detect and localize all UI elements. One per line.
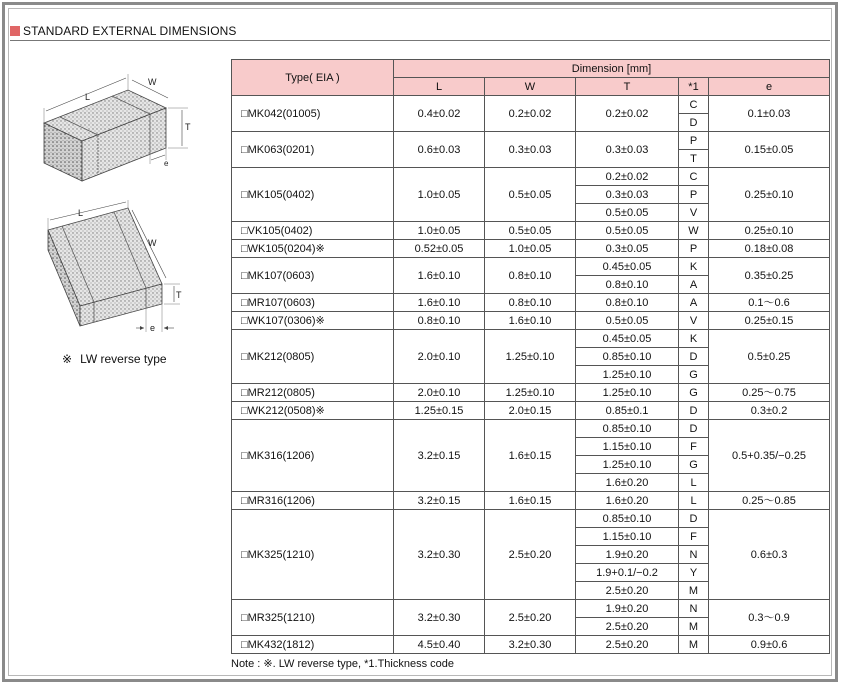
thickness-cell: 0.3±0.03 xyxy=(576,186,679,204)
thickness-code-cell: N xyxy=(679,600,709,618)
type-cell: □MK432(1812) xyxy=(232,636,394,654)
thickness-cell: 0.85±0.10 xyxy=(576,510,679,528)
lw-reverse-symbol: ※ xyxy=(62,352,73,366)
table-row xyxy=(232,492,830,510)
thickness-code-cell: V xyxy=(679,312,709,330)
table-row xyxy=(232,312,830,330)
thickness-code-cell: C xyxy=(679,168,709,186)
thickness-code-cell: P xyxy=(679,240,709,258)
thickness-cell: 2.5±0.20 xyxy=(576,618,679,636)
thickness-code-cell: L xyxy=(679,474,709,492)
table-footnote: Note : ※. LW reverse type, *1.Thickness code xyxy=(231,658,454,670)
thickness-cell: 0.85±0.1 xyxy=(576,402,679,420)
thickness-cell: 1.25±0.10 xyxy=(576,384,679,402)
thickness-cell: 1.6±0.20 xyxy=(576,474,679,492)
thickness-code-cell: F xyxy=(679,438,709,456)
thickness-code-cell: V xyxy=(679,204,709,222)
thickness-cell: 1.15±0.10 xyxy=(576,438,679,456)
length-cell: 1.6±0.10 xyxy=(394,294,485,312)
e-cell: 0.5+0.35/−0.25 xyxy=(709,420,830,492)
thickness-cell: 1.15±0.10 xyxy=(576,528,679,546)
table-row xyxy=(232,222,830,240)
thickness-code-cell: W xyxy=(679,222,709,240)
type-cell: □MK316(1206) xyxy=(232,420,394,492)
length-cell: 1.0±0.05 xyxy=(394,168,485,222)
header-type: Type( EIA ) xyxy=(232,60,394,96)
type-cell: □MK063(0201) xyxy=(232,132,394,168)
thickness-cell: 0.5±0.05 xyxy=(576,204,679,222)
diagram-bottom-label-l: L xyxy=(78,208,84,218)
length-cell: 4.5±0.40 xyxy=(394,636,485,654)
width-cell: 1.25±0.10 xyxy=(485,330,576,384)
thickness-code-cell: A xyxy=(679,276,709,294)
thickness-cell: 0.3±0.05 xyxy=(576,240,679,258)
length-cell: 3.2±0.30 xyxy=(394,510,485,600)
length-cell: 1.25±0.15 xyxy=(394,402,485,420)
type-cell: □MR316(1206) xyxy=(232,492,394,510)
thickness-code-cell: M xyxy=(679,618,709,636)
width-cell: 2.0±0.15 xyxy=(485,402,576,420)
type-cell: □VK105(0402) xyxy=(232,222,394,240)
width-cell: 1.6±0.15 xyxy=(485,420,576,492)
header-e: e xyxy=(709,78,830,96)
thickness-cell: 0.45±0.05 xyxy=(576,258,679,276)
e-cell: 0.3±0.2 xyxy=(709,402,830,420)
lw-reverse-text: LW reverse type xyxy=(80,352,167,366)
thickness-cell: 0.8±0.10 xyxy=(576,294,679,312)
width-cell: 1.0±0.05 xyxy=(485,240,576,258)
width-cell: 0.2±0.02 xyxy=(485,96,576,132)
dimensions-table xyxy=(231,59,830,654)
thickness-code-cell: Y xyxy=(679,564,709,582)
capacitor-diagram-standard xyxy=(28,68,206,198)
width-cell: 3.2±0.30 xyxy=(485,636,576,654)
thickness-code-cell: K xyxy=(679,258,709,276)
thickness-code-cell: N xyxy=(679,546,709,564)
section-header xyxy=(10,22,830,41)
thickness-code-cell: A xyxy=(679,294,709,312)
length-cell: 1.0±0.05 xyxy=(394,222,485,240)
length-cell: 3.2±0.30 xyxy=(394,600,485,636)
e-cell: 0.1～0.6 xyxy=(709,294,830,312)
e-cell: 0.25～0.75 xyxy=(709,384,830,402)
thickness-cell: 0.85±0.10 xyxy=(576,420,679,438)
type-cell: □WK107(0306)※ xyxy=(232,312,394,330)
type-cell: □MK105(0402) xyxy=(232,168,394,222)
thickness-code-cell: C xyxy=(679,96,709,114)
header-l: L xyxy=(394,78,485,96)
thickness-cell: 0.2±0.02 xyxy=(576,96,679,132)
width-cell: 0.5±0.05 xyxy=(485,222,576,240)
e-cell: 0.25±0.15 xyxy=(709,312,830,330)
table-row xyxy=(232,132,830,150)
length-cell: 0.52±0.05 xyxy=(394,240,485,258)
e-cell: 0.18±0.08 xyxy=(709,240,830,258)
thickness-code-cell: P xyxy=(679,132,709,150)
width-cell: 1.25±0.10 xyxy=(485,384,576,402)
length-cell: 3.2±0.15 xyxy=(394,492,485,510)
type-cell: □WK212(0508)※ xyxy=(232,402,394,420)
length-cell: 0.4±0.02 xyxy=(394,96,485,132)
table-row xyxy=(232,636,830,654)
thickness-cell: 1.25±0.10 xyxy=(576,456,679,474)
thickness-code-cell: G xyxy=(679,456,709,474)
table-row xyxy=(232,240,830,258)
type-cell: □MK212(0805) xyxy=(232,330,394,384)
e-cell: 0.1±0.03 xyxy=(709,96,830,132)
thickness-cell: 1.9±0.20 xyxy=(576,600,679,618)
thickness-cell: 0.45±0.05 xyxy=(576,330,679,348)
thickness-cell: 1.25±0.10 xyxy=(576,366,679,384)
thickness-code-cell: F xyxy=(679,528,709,546)
type-cell: □MR212(0805) xyxy=(232,384,394,402)
thickness-code-cell: M xyxy=(679,636,709,654)
width-cell: 0.8±0.10 xyxy=(485,258,576,294)
dimensions-table-body xyxy=(232,96,830,654)
thickness-cell: 1.6±0.20 xyxy=(576,492,679,510)
header-t: T xyxy=(576,78,679,96)
table-row xyxy=(232,294,830,312)
table-row xyxy=(232,402,830,420)
length-cell: 3.2±0.15 xyxy=(394,420,485,492)
header-dimension: Dimension [mm] xyxy=(394,60,830,78)
thickness-code-cell: L xyxy=(679,492,709,510)
thickness-code-cell: K xyxy=(679,330,709,348)
diagram-bottom-label-t: T xyxy=(176,290,182,300)
diagram-top-label-e: e xyxy=(164,159,169,168)
e-cell: 0.25～0.85 xyxy=(709,492,830,510)
thickness-cell: 1.9+0.1/−0.2 xyxy=(576,564,679,582)
type-cell: □MR107(0603) xyxy=(232,294,394,312)
diagram-bottom-label-e: e xyxy=(150,323,156,333)
width-cell: 1.6±0.10 xyxy=(485,312,576,330)
table-row xyxy=(232,96,830,114)
length-cell: 2.0±0.10 xyxy=(394,330,485,384)
type-cell: □MK042(01005) xyxy=(232,96,394,132)
length-cell: 2.0±0.10 xyxy=(394,384,485,402)
e-cell: 0.5±0.25 xyxy=(709,330,830,384)
thickness-code-cell: D xyxy=(679,402,709,420)
thickness-code-cell: D xyxy=(679,114,709,132)
e-cell: 0.3～0.9 xyxy=(709,600,830,636)
section-title: STANDARD EXTERNAL DIMENSIONS xyxy=(23,24,237,38)
table-row xyxy=(232,258,830,276)
type-cell: □MK107(0603) xyxy=(232,258,394,294)
type-cell: □MK325(1210) xyxy=(232,510,394,600)
e-cell: 0.25±0.10 xyxy=(709,222,830,240)
diagram-top-label-l: L xyxy=(85,92,91,102)
table-row xyxy=(232,510,830,528)
thickness-code-cell: T xyxy=(679,150,709,168)
table-row xyxy=(232,168,830,186)
table-row xyxy=(232,600,830,618)
width-cell: 0.5±0.05 xyxy=(485,168,576,222)
e-cell: 0.25±0.10 xyxy=(709,168,830,222)
thickness-cell: 0.3±0.03 xyxy=(576,132,679,168)
thickness-cell: 2.5±0.20 xyxy=(576,582,679,600)
diagram-top-label-t: T xyxy=(185,122,191,132)
thickness-cell: 0.85±0.10 xyxy=(576,348,679,366)
thickness-cell: 0.5±0.05 xyxy=(576,222,679,240)
width-cell: 1.6±0.15 xyxy=(485,492,576,510)
width-cell: 2.5±0.20 xyxy=(485,510,576,600)
table-row xyxy=(232,420,830,438)
thickness-code-cell: M xyxy=(679,582,709,600)
type-cell: □WK105(0204)※ xyxy=(232,240,394,258)
thickness-code-cell: D xyxy=(679,420,709,438)
type-cell: □MR325(1210) xyxy=(232,600,394,636)
thickness-code-cell: D xyxy=(679,348,709,366)
thickness-cell: 1.9±0.20 xyxy=(576,546,679,564)
diagram-top-label-w: W xyxy=(148,77,157,87)
table-row xyxy=(232,330,830,348)
e-cell: 0.35±0.25 xyxy=(709,258,830,294)
header-w: W xyxy=(485,78,576,96)
thickness-cell: 0.8±0.10 xyxy=(576,276,679,294)
width-cell: 2.5±0.20 xyxy=(485,600,576,636)
width-cell: 0.3±0.03 xyxy=(485,132,576,168)
thickness-cell: 0.2±0.02 xyxy=(576,168,679,186)
e-cell: 0.15±0.05 xyxy=(709,132,830,168)
thickness-cell: 2.5±0.20 xyxy=(576,636,679,654)
length-cell: 0.6±0.03 xyxy=(394,132,485,168)
section-marker xyxy=(10,26,20,36)
length-cell: 0.8±0.10 xyxy=(394,312,485,330)
thickness-code-cell: G xyxy=(679,384,709,402)
width-cell: 0.8±0.10 xyxy=(485,294,576,312)
header-thickness-code: *1 xyxy=(679,78,709,96)
thickness-code-cell: G xyxy=(679,366,709,384)
table-row xyxy=(232,384,830,402)
length-cell: 1.6±0.10 xyxy=(394,258,485,294)
e-cell: 0.9±0.6 xyxy=(709,636,830,654)
e-cell: 0.6±0.3 xyxy=(709,510,830,600)
thickness-code-cell: P xyxy=(679,186,709,204)
thickness-code-cell: D xyxy=(679,510,709,528)
capacitor-diagram-lw-reverse xyxy=(40,200,190,340)
diagram-bottom-label-w: W xyxy=(148,238,157,248)
lw-reverse-note xyxy=(62,352,167,366)
thickness-cell: 0.5±0.05 xyxy=(576,312,679,330)
